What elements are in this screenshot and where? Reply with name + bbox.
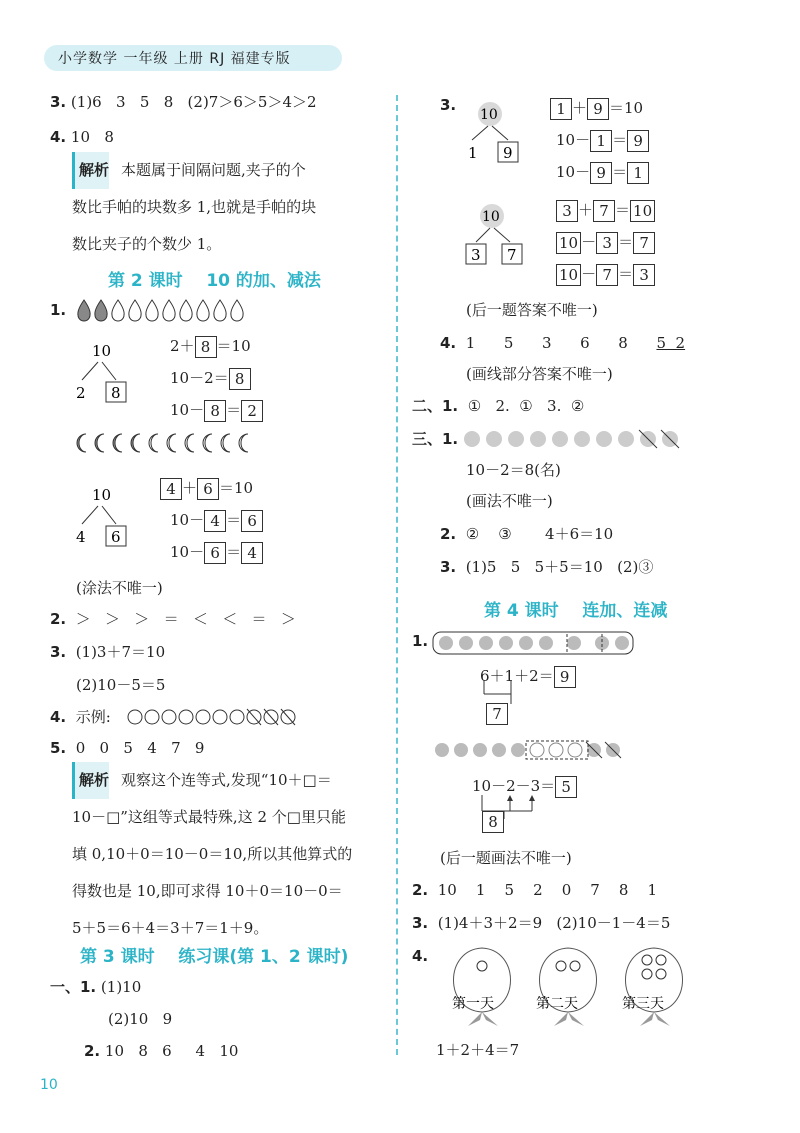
moon-icon	[149, 434, 158, 452]
svg-text:3: 3	[471, 246, 481, 264]
circle-row	[126, 706, 306, 728]
number-tree-1	[70, 340, 140, 410]
svg-text:10: 10	[92, 486, 112, 504]
circle-icon	[145, 710, 159, 724]
drop-icon	[180, 300, 192, 321]
p1: 一、1. (1)10	[50, 978, 142, 996]
item-4: 4. 10 8	[50, 128, 114, 146]
drop-icon	[197, 300, 209, 321]
gray-dot-icon	[486, 431, 502, 447]
row-dot-icon	[549, 743, 563, 757]
leaf-icon	[568, 1012, 584, 1026]
gray-dot-icon	[574, 431, 590, 447]
item-3: 3. (1)6 3 5 8 (2)7＞6＞5＞4＞2	[50, 93, 317, 111]
eq1b: 10－2＝ 8	[170, 368, 251, 390]
analysis-1: 解析 本题属于间隔问题,夹子的个 数比手帕的块数多 1,也就是手帕的块 数比夹子的个数少 1。	[72, 152, 402, 263]
t4-eq: 1＋2＋4＝7	[436, 1041, 520, 1059]
svg-text:10: 10	[482, 209, 500, 225]
moon-icon	[167, 434, 176, 452]
drop-icon	[95, 300, 107, 321]
row-dot-icon	[435, 743, 449, 757]
moon-icon	[95, 434, 104, 452]
leaf-icon	[640, 1012, 654, 1026]
dot-row-2	[432, 740, 632, 762]
req1a: 1 ＋ 9 ＝10	[550, 98, 643, 120]
gray-dot-row	[462, 428, 702, 450]
gray-dot-icon	[552, 431, 568, 447]
moon-icon	[203, 434, 212, 452]
q3-line2: (2)10－5＝5	[76, 676, 166, 694]
svg-text:10: 10	[92, 342, 112, 360]
bar-dot-icon	[479, 636, 493, 650]
circle-icon	[213, 710, 227, 724]
svg-text:10: 10	[480, 107, 498, 123]
moon-icon	[221, 434, 230, 452]
drop-icon	[231, 300, 243, 321]
s3-3: 3. (1)5 5 5＋5＝10 (2)③	[440, 558, 654, 576]
svg-text:1: 1	[468, 144, 478, 162]
s3-eq: 10－2＝8(名)	[466, 461, 561, 479]
eq1a: 2＋ 8 ＝10	[170, 337, 251, 356]
note-3: (画线部分答案不唯一)	[466, 365, 613, 383]
drop-icon	[112, 300, 124, 321]
p1-line2: (2)10 9	[108, 1010, 173, 1028]
gray-dot-icon	[508, 431, 524, 447]
peach-row	[432, 940, 712, 1030]
leaf-icon	[654, 1012, 670, 1026]
bar-dot-icon	[459, 636, 473, 650]
t1-label: 1.	[412, 632, 429, 650]
bar-dot-icon	[567, 636, 581, 650]
req2b: 10 － 3 ＝ 7	[556, 232, 655, 254]
r3-label: 3.	[440, 96, 457, 114]
bar-dot-icon	[519, 636, 533, 650]
s3-label: 三、1.	[412, 430, 459, 448]
t3: 3. (1)4＋3＋2＝9 (2)10－1－4＝5	[412, 914, 671, 932]
section-title-2: 第 2 课时 10 的加、减法	[108, 271, 321, 291]
page-number: 10	[40, 1077, 58, 1093]
moon-icon	[77, 434, 86, 452]
svg-text:6: 6	[111, 528, 121, 546]
svg-text:第一天: 第一天	[452, 996, 494, 1012]
gray-dot-icon	[596, 431, 612, 447]
bar-dot-icon	[615, 636, 629, 650]
svg-text:9: 9	[503, 144, 513, 162]
circle-icon	[179, 710, 193, 724]
drop-icon	[129, 300, 141, 321]
drop-row	[76, 296, 266, 326]
gray-dot-icon	[464, 431, 480, 447]
note-4: (画法不唯一)	[466, 492, 553, 510]
req1b: 10－ 1 ＝ 9	[556, 130, 649, 152]
leaf-icon	[482, 1012, 498, 1026]
q3: 3. (1)3＋7＝10	[50, 643, 166, 661]
note-1: (涂法不唯一)	[76, 579, 163, 597]
leaf-icon	[468, 1012, 482, 1026]
p2: 2. 10 8 6 4 10	[84, 1042, 239, 1060]
svg-text:7: 7	[507, 246, 517, 264]
drop-icon	[163, 300, 175, 321]
req1c: 10－ 9 ＝ 1	[556, 162, 649, 184]
moon-icon	[113, 434, 122, 452]
t1-box2: 7	[486, 703, 508, 725]
section-title-3: 第 3 课时 练习课(第 1、2 课时)	[80, 947, 349, 967]
flower-tree-2	[462, 202, 532, 270]
svg-text:第二天: 第二天	[536, 996, 578, 1012]
moon-icon	[239, 434, 248, 452]
s3-2: 2. ② ③ 4＋6＝10	[440, 525, 614, 543]
gray-dot-icon	[530, 431, 546, 447]
bar-dot-icon	[595, 636, 609, 650]
t4-label: 4.	[412, 947, 429, 965]
row-dot-icon	[492, 743, 506, 757]
t2: 2. 10 1 5 2 0 7 8 1	[412, 881, 658, 899]
leaf-icon	[554, 1012, 568, 1026]
flower-tree-1	[462, 100, 532, 168]
row-dot-icon	[530, 743, 544, 757]
q4: 4. 示例:	[50, 708, 111, 726]
req2c: 10 － 7 ＝ 3	[556, 264, 655, 286]
svg-text:2: 2	[76, 384, 86, 402]
row-dot-icon	[473, 743, 487, 757]
svg-text:第三天: 第三天	[622, 996, 664, 1012]
note-2: (后一题答案不唯一)	[466, 301, 598, 319]
section-title-4: 第 4 课时 连加、连减	[484, 601, 668, 621]
req2a: 3 ＋ 7 ＝ 10	[556, 200, 655, 222]
svg-text:4: 4	[76, 528, 86, 546]
row-dot-icon	[511, 743, 525, 757]
moon-row	[72, 432, 272, 456]
eq1c: 10－ 8 ＝ 2	[170, 400, 263, 422]
bar-dot-icon	[499, 636, 513, 650]
circle-icon	[230, 710, 244, 724]
eq2a: 4 ＋ 6 ＝10	[160, 478, 253, 500]
drop-icon	[146, 300, 158, 321]
circle-icon	[128, 710, 142, 724]
header-title: 小学数学 一年级 上册 RJ 福建专版	[58, 51, 291, 67]
number-tree-2	[70, 484, 140, 554]
note-5: (后一题画法不唯一)	[440, 849, 572, 867]
moon-icon	[131, 434, 140, 452]
analysis-2: 解析 观察这个连等式,发现“10＋□＝ 10－□”这组等式最特殊,这 2 个□里只能 填 0,10＋0＝10－0＝10,所以其他算式的 得数也是 10,即可求得 10＋0＝10－0＝ 5＋5＝6＋4＝3＋7＝1＋9。	[72, 762, 402, 947]
t1-eq: 6＋1＋2＝ 9	[480, 666, 576, 688]
circle-icon	[196, 710, 210, 724]
bar-dot-icon	[539, 636, 553, 650]
circle-icon	[162, 710, 176, 724]
moon-icon	[185, 434, 194, 452]
eq2b: 10－ 4 ＝ 6	[170, 510, 263, 532]
dot-bar	[432, 630, 642, 658]
row-dot-icon	[568, 743, 582, 757]
eq2c: 10－ 6 ＝ 4	[170, 542, 263, 564]
row-dot-icon	[454, 743, 468, 757]
drop-icon	[214, 300, 226, 321]
t1b-box2: 8	[482, 811, 504, 833]
svg-text:8: 8	[111, 384, 121, 402]
q5: 5. 0 0 5 4 7 9	[50, 739, 205, 757]
q2: 2. ＞ ＞ ＞ ＝ ＜ ＜ ＝ ＞	[50, 610, 296, 628]
bar-dot-icon	[439, 636, 453, 650]
q1-label: 1.	[50, 301, 67, 319]
s2: 二、1. ① 2. ① 3. ②	[412, 397, 585, 415]
gray-dot-icon	[618, 431, 634, 447]
t1b-eq: 10－2－3＝ 5	[472, 776, 577, 798]
r4: 4. 1 5 3 6 8 5 2	[440, 334, 686, 352]
drop-icon	[78, 300, 90, 321]
